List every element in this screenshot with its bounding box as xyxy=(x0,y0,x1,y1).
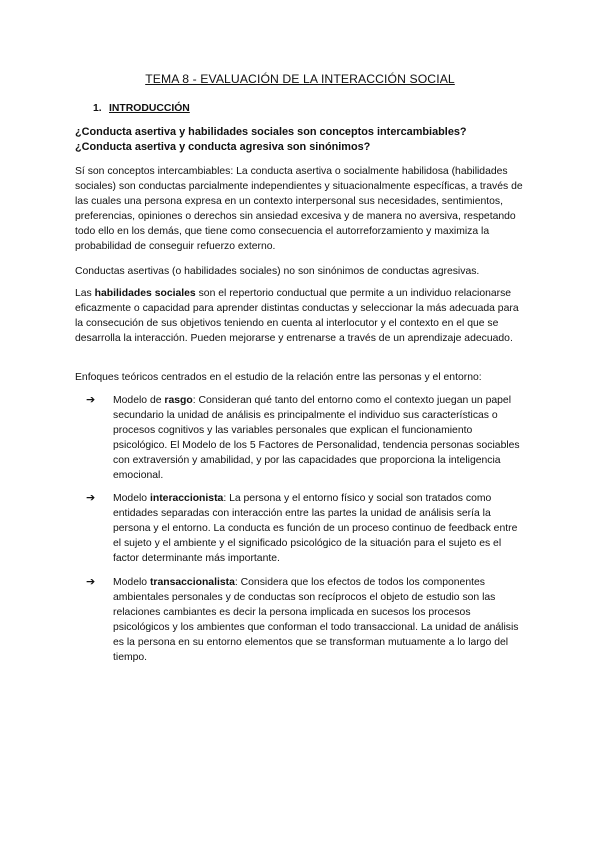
bullet-lead: Modelo xyxy=(113,577,150,588)
bullet-list xyxy=(86,491,525,566)
paragraph-approaches-intro: Enfoques teóricos centrados en el estudio de la relación entre las personas y el entorno: xyxy=(75,372,482,383)
page-title: TEMA 8 - EVALUACIÓN DE LA INTERACCIÓN SOCIAL xyxy=(145,72,455,86)
paragraph-social-skills xyxy=(75,286,525,346)
bullet-text: : La persona y el entorno físico y social son tratados como entidades separadas con interacción entre las partes la unidad de análisis sería la persona y el entorno. La conducta es función de un proceso continuo de feedback entre el sujeto y el ambiente y el significado psicológico de la situación para el sujeto es el factor determinante más importante. xyxy=(113,493,518,564)
bullet-lead: Modelo de xyxy=(113,395,165,406)
bullet-lead: Modelo xyxy=(113,493,150,504)
bullet-text: : Considera que los efectos de todos los componentes ambientales personales y de conductas son recíprocos el objeto de estudio son las relaciones cambiantes es decir la persona implicada en sucesos los procesos psicológicos y los ambientes que conforman el todo transaccional. La unidad de análisis es la persona en su entorno elementos que se transforman mutuamente a lo largo del tiempo. xyxy=(113,577,519,663)
paragraph-social-skills-text: son el repertorio conductual que permite a un individuo relacionarse eficazmente o capacidad para aprender distintas conductas y seleccionar la más adecuada para la consecución de sus objetivos teniendo en cuenta al interlocutor y el contexto en el que se desarrolla la interacción. Pueden mejorarse y entrenarse a través de un aprendizaje adecuado. xyxy=(75,288,519,344)
paragraph-assertive-vs-aggressive: Conductas asertivas (o habilidades sociales) no son sinónimos de conductas agresivas. xyxy=(75,266,480,277)
arrow-right-icon: ➔ xyxy=(86,576,96,588)
arrow-right-icon: ➔ xyxy=(86,492,96,504)
bullet-trait-model xyxy=(86,393,525,483)
bullet-term: transaccionalista xyxy=(149,577,235,588)
paragraph-definition: Sí son conceptos intercambiables: La conducta asertiva o socialmente habilidosa (habilidades sociales) son conductas parcialmente independientes y situacionalmente específicas, a través de las cuales una persona expresa en un contexto interpersonal sus necesidades, sentimientos, preferencias, opiniones o derechos sin ansiedad excesiva y de manera no aversiva, respetando todo ello en los demás, que tiene como consecuencia el autorreforzamiento y maximiza la probabilidad de conseguir refuerzo externo. xyxy=(75,166,523,252)
questions-block xyxy=(75,125,525,155)
question-2: ¿Conducta asertiva y conducta agresiva son sinónimos? xyxy=(75,141,371,153)
bullet-term: interaccionista xyxy=(149,493,224,504)
section-label: INTRODUCCIÓN xyxy=(109,103,190,114)
bullet-term: rasgo xyxy=(164,395,193,406)
section-number: 1. xyxy=(93,103,102,114)
paragraph-social-skills-lead: Las xyxy=(75,288,95,299)
bullet-text: : Consideran qué tanto del entorno como el contexto juegan un papel secundario la unidad de análisis es principalmente el individuo sus características o procesos cognitivos y las variables personales que explican el funcionamiento psicológico. El Modelo de los 5 Factores de Personalidad, tendencia personas sociables con extraversión y amabilidad, y por las capacidades que proporciona la inteligencia emocional. xyxy=(113,395,520,481)
question-1: ¿Conducta asertiva y habilidades sociales son conceptos intercambiables? xyxy=(75,126,467,138)
bullet-interactionist-model xyxy=(86,491,525,566)
arrow-right-icon: ➔ xyxy=(86,394,96,406)
bullet-list xyxy=(86,575,525,665)
paragraph-social-skills-term: habilidades sociales xyxy=(94,288,196,299)
section-heading xyxy=(93,101,190,116)
bullet-transactionalist-model xyxy=(86,575,525,665)
bullet-list xyxy=(86,393,525,483)
